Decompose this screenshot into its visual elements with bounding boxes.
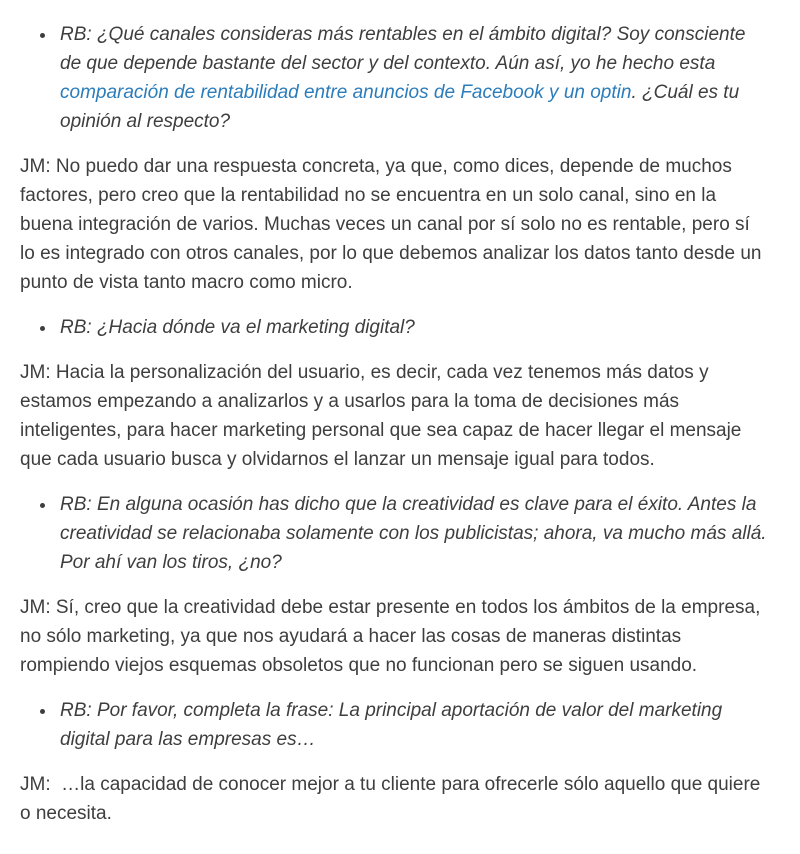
question-item-4: • RB: Por favor, completa la frase: La principal aportación de valor del marketing digital para las empresas es…: [57, 696, 768, 754]
question-item-1: [57, 20, 768, 136]
answer-paragraph-1: JM: No puedo dar una respuesta concreta, ya que, como dices, depende de muchos factores, pero creo que la rentabilidad no se encuentra en un solo canal, sino en la buena integración de varios. Muchas veces un canal por sí solo no es rentable, pero sí lo es integrado con otros canales, por lo que debemos analizar los datos tanto desde un punto de vista tanto macro como micro.: [20, 156, 762, 293]
answer-paragraph-4: JM: …la capacidad de conocer mejor a tu cliente para ofrecerle sólo aquello que quiere o necesita.: [20, 774, 761, 824]
question-list-1: [20, 20, 768, 136]
facebook-ads-optin-comparison-link[interactable]: comparación de rentabilidad entre anuncios de Facebook y un optin: [60, 82, 632, 103]
question-item-3: • RB: En alguna ocasión has dicho que la creatividad es clave para el éxito. Antes la creatividad se relacionaba solamente con los publicistas; ahora, va mucho más allá. Por ahí van los tiros, ¿no?: [57, 490, 768, 577]
question-text-segment: . ¿Cuál es tu opinión al respecto?: [60, 82, 740, 132]
answer-paragraph-2: JM: Hacia la personalización del usuario, es decir, cada vez tenemos más datos y estamos empezando a analizarlos y a usarlos para la toma de decisiones más inteligentes, para hacer marketing personal que sea capaz de hacer llegar el mensaje que cada usuario busca y olvidarnos el lanzar un mensaje igual para todos.: [20, 362, 742, 470]
question-list-3: [20, 490, 768, 577]
question-list-4: [20, 696, 768, 754]
answer-paragraph-3: JM: Sí, creo que la creatividad debe estar presente en todos los ámbitos de la empresa, no sólo marketing, ya que nos ayudará a hacer las cosas de maneras distintas rompiendo viejos esquemas obsoletos que no funcionan pero se siguen usando.: [20, 597, 761, 676]
interview-content: [20, 20, 768, 828]
question-list-2: [20, 313, 768, 342]
question-text-segment: RB: ¿Qué canales consideras más rentables en el ámbito digital? Soy consciente de que depende bastante del sector y del contexto. Aún así, yo he hecho esta: [60, 24, 746, 74]
question-item-2: • RB: ¿Hacia dónde va el marketing digital?: [57, 313, 768, 342]
